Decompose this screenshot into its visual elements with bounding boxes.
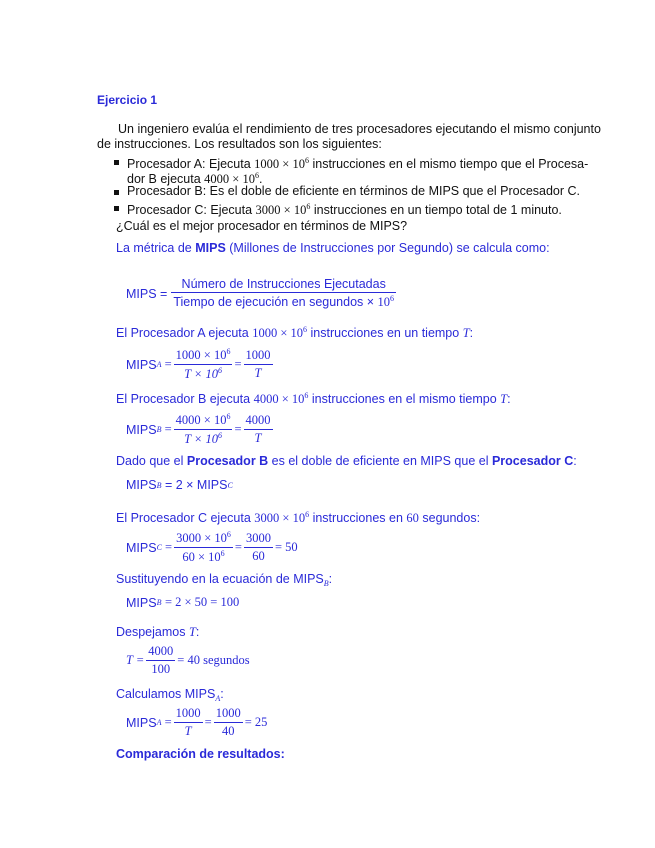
exercise-heading: Ejercicio 1 bbox=[97, 93, 158, 107]
relation-text: Dado que el Procesador B es el doble de eficiente en MIPS que el Procesador C: bbox=[116, 454, 577, 468]
proc-a-text: El Procesador A ejecuta $1000 \times 10^6$ instrucciones en un tiempo T: bbox=[116, 325, 474, 340]
relation-equation: MIPS B = 2 × MIPS C bbox=[126, 478, 233, 492]
intro-line-1: Un ingeniero evalúa el rendimiento de tres procesadores ejecutando el mismo conjunto bbox=[118, 122, 601, 136]
mips-formula: MIPS = $\frac{\text{Número de Instrucciones Ejecutadas}}{Tiempo de ejecución en segundos \times 10^6}$ bbox=[126, 277, 395, 309]
bullet-a-line-1: Procesador A: Ejecuta $1000 \times 10^6$ instrucciones en el mismo tiempo que el Procesa- bbox=[127, 156, 589, 171]
bullet-c: Procesador C: Ejecuta $3000 \times 10^6$ instrucciones en un tiempo total de 1 minuto. bbox=[127, 202, 562, 217]
comparison-heading: Comparación de resultados: bbox=[116, 747, 285, 761]
intro-line-2: de instrucciones. Los resultados son los siguientes: bbox=[97, 137, 382, 151]
solve-t-text: Despejamos T: bbox=[116, 625, 200, 639]
proc-c-text: El Procesador C ejecuta $3000 \times 10^6$ instrucciones en 60 segundos: bbox=[116, 510, 481, 525]
solve-t-equation: T = $\frac{4000}{100}$ = 40 segundos bbox=[126, 644, 250, 676]
subst-equation: MIPS B = 2 × 50 = 100 bbox=[126, 595, 240, 610]
proc-a-equation: MIPS A = $\frac{1000 \times 10^6}{T \times 10^6}$ = $\frac{1000}{T}$ bbox=[126, 347, 271, 381]
question: ¿Cuál es el mejor procesador en términos de MIPS? bbox=[116, 219, 408, 233]
bullet-b: Procesador B: Es el doble de eficiente en términos de MIPS que el Procesador C. bbox=[127, 184, 581, 198]
bullet-a-line-2: dor B ejecuta $4000 \times 10^6$. bbox=[127, 171, 263, 186]
bullet-icon bbox=[114, 206, 119, 211]
bullet-icon bbox=[114, 190, 119, 195]
bullet-icon bbox=[114, 160, 119, 165]
calc-a-text: Calculamos $MIPS_A$: bbox=[116, 687, 224, 703]
calc-a-equation: MIPS A = $\frac{1000}{T}$ = $\frac{1000}{40}$ = 25 bbox=[126, 706, 268, 738]
proc-b-equation: MIPS B = $\frac{4000 \times 10^6}{T \times 10^6}$ = $\frac{4000}{T}$ bbox=[126, 412, 271, 446]
metric-intro: La métrica de MIPS (Millones de Instrucciones por Segundo) se calcula como: bbox=[116, 241, 550, 255]
subst-text: Sustituyendo en la ecuación de $MIPS_B$: bbox=[116, 572, 333, 588]
proc-b-text: El Procesador B ejecuta $4000 \times 10^6$ instrucciones en el mismo tiempo T: bbox=[116, 391, 511, 406]
proc-c-equation: MIPS C = $\frac{3000 \times 10^6}{60 \times 10^6}$ = $\frac{3000}{60}$ = 50 bbox=[126, 530, 298, 564]
